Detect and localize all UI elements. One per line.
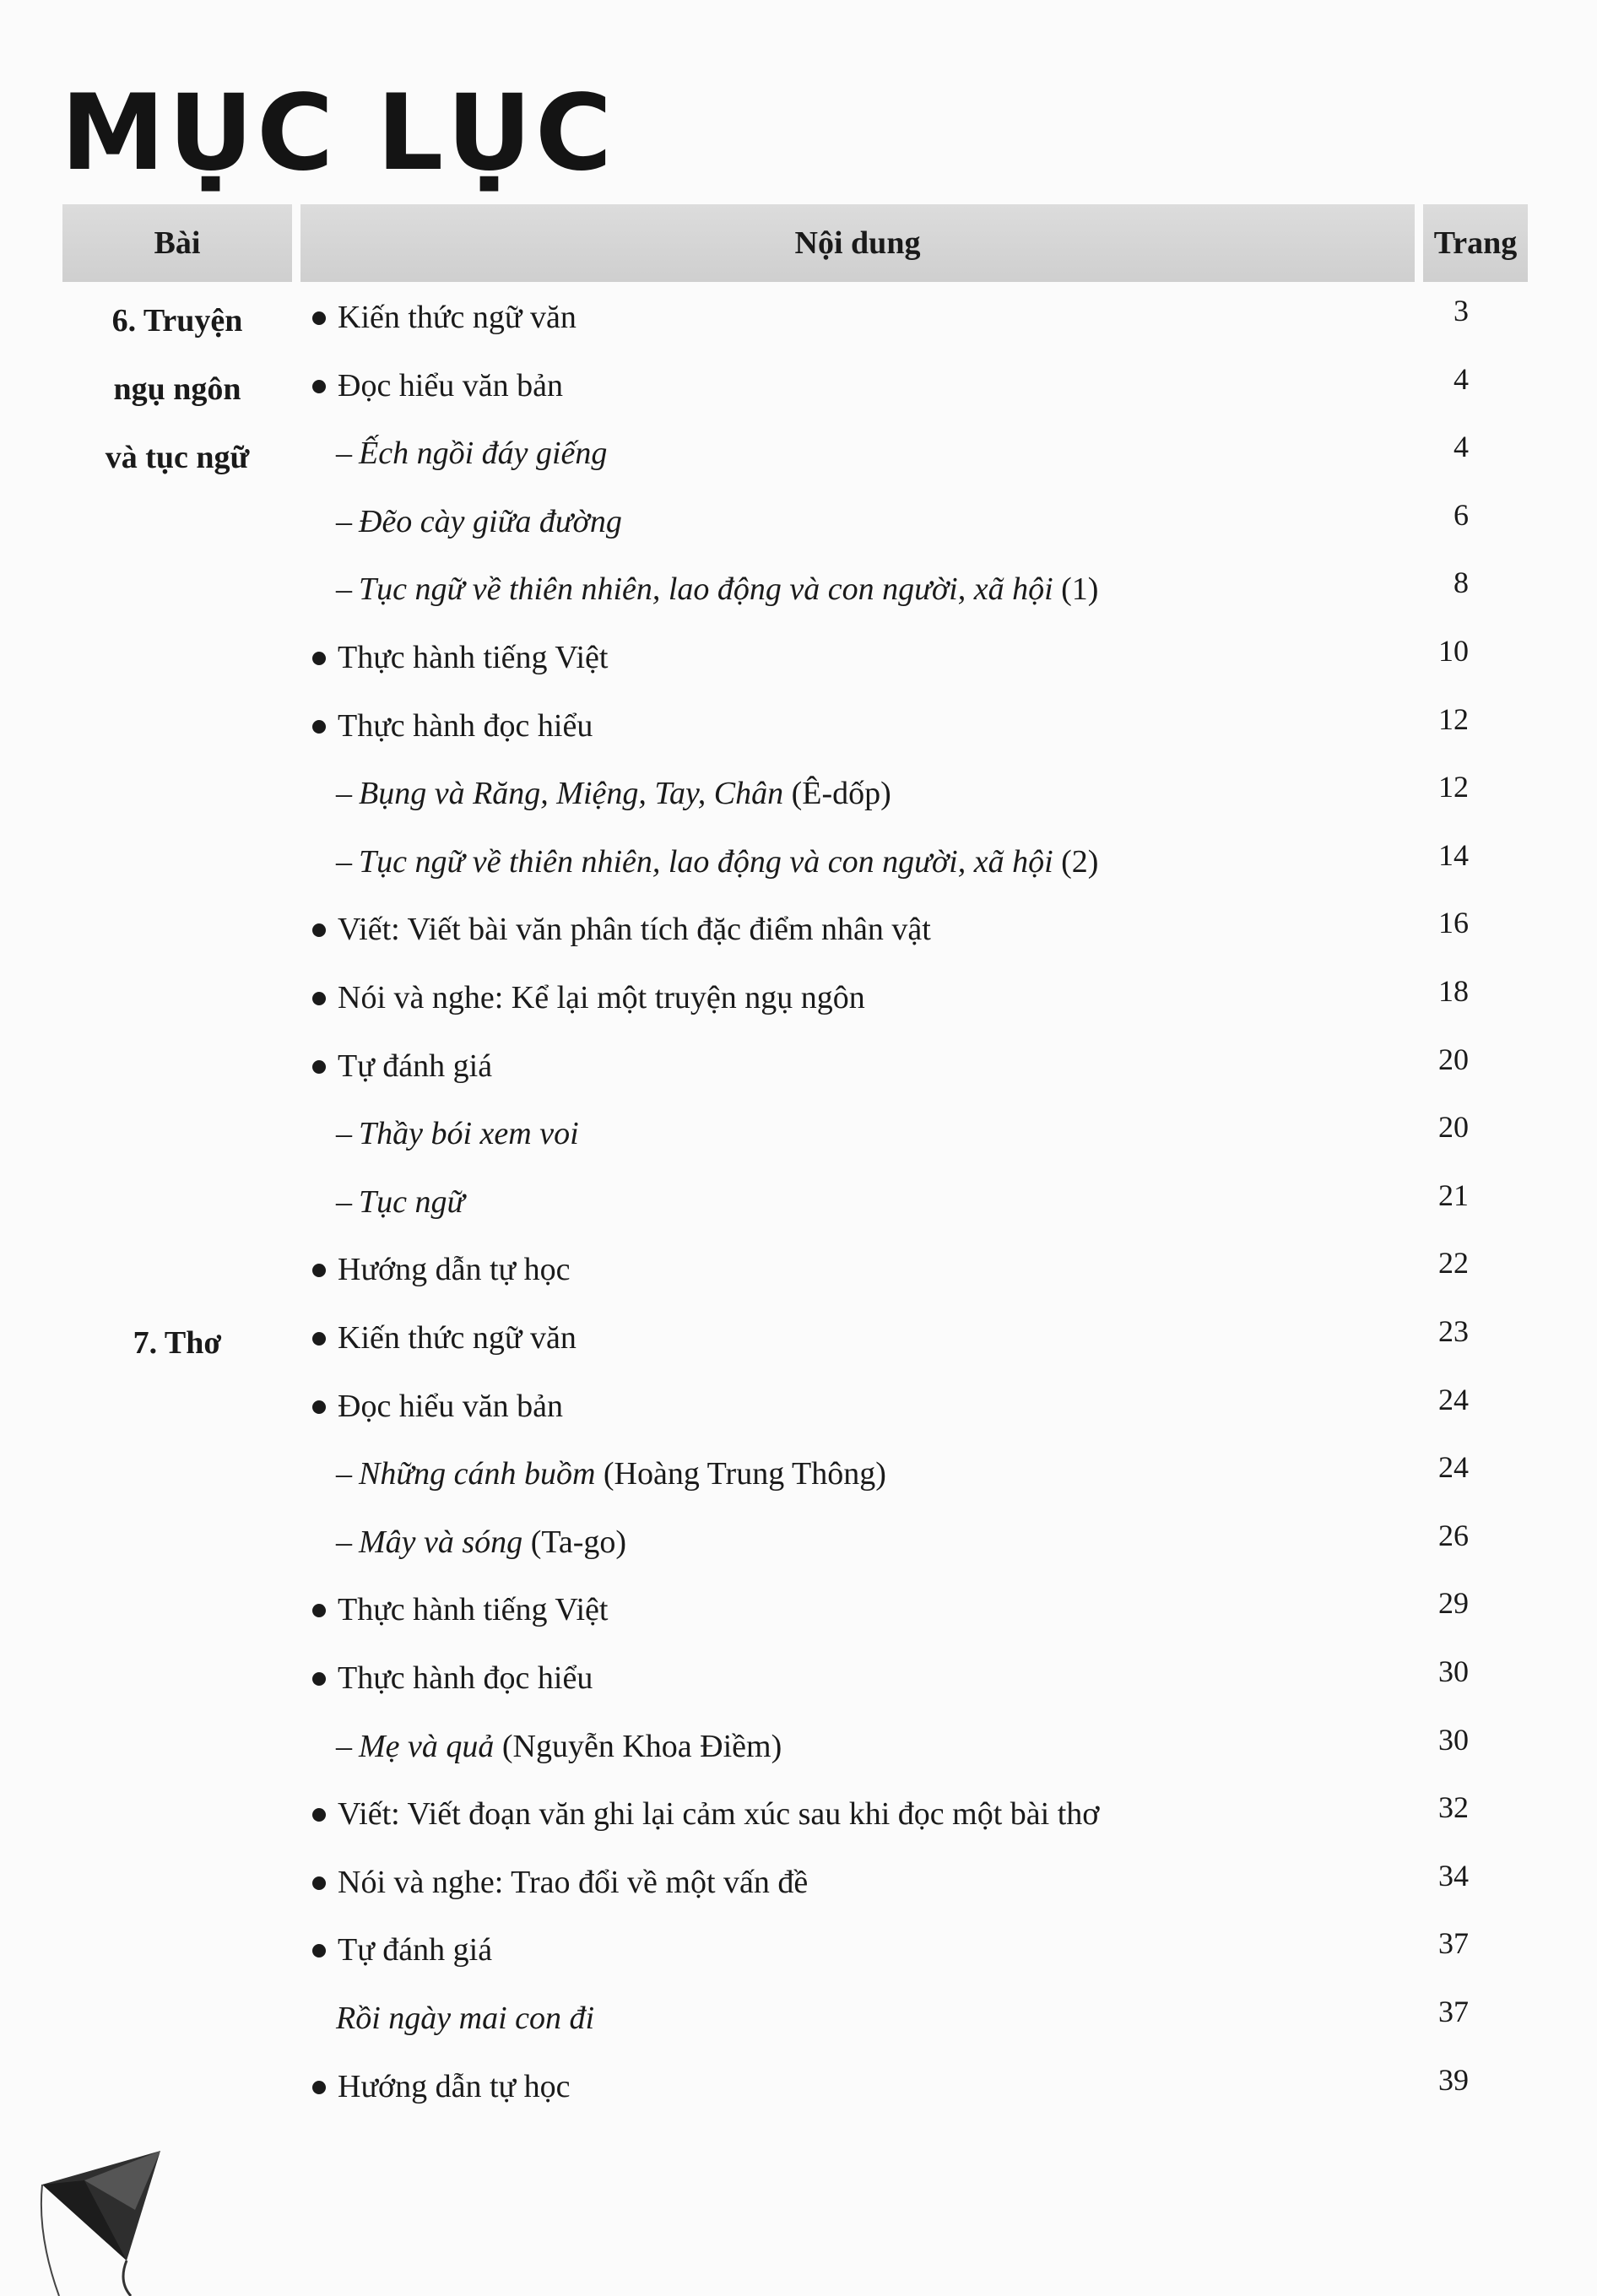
bullet-icon bbox=[312, 380, 326, 393]
bullet-icon bbox=[312, 1808, 326, 1822]
toc-entry-9 bbox=[336, 828, 1098, 896]
toc-entry-note: (Ta-go) bbox=[522, 1524, 627, 1560]
toc-entry-14 bbox=[336, 1168, 464, 1236]
page-number: 4 bbox=[1454, 430, 1469, 463]
page-number: 32 bbox=[1438, 1790, 1469, 1824]
bullet-icon bbox=[312, 311, 326, 325]
toc-entry-title: Tục ngữ bbox=[359, 1184, 465, 1220]
toc-entry-4 bbox=[336, 488, 622, 555]
page-number: 24 bbox=[1438, 1383, 1469, 1416]
toc-entry-text: Đọc hiểu văn bản bbox=[338, 1389, 563, 1424]
toc-entry-note: (2) bbox=[1053, 844, 1099, 880]
page-number: 30 bbox=[1438, 1654, 1469, 1688]
toc-entry-11 bbox=[312, 964, 865, 1032]
toc-entry-text: Nói và nghe: Trao đổi về một vấn đề bbox=[338, 1865, 809, 1900]
toc-entry-text: Đọc hiểu văn bản bbox=[338, 368, 563, 403]
dash-marker: – bbox=[336, 1729, 352, 1764]
kite-illustration-icon bbox=[34, 2134, 186, 2296]
toc-entry-text: Nói và nghe: Kể lại một truyện ngụ ngôn bbox=[338, 980, 865, 1015]
toc-entry-title: Thầy bói xem voi bbox=[359, 1116, 579, 1151]
lesson-6-label-line-3: và tục ngữ bbox=[105, 440, 250, 475]
toc-entry-3 bbox=[336, 420, 607, 487]
header-noi-dung: Nội dung bbox=[300, 204, 1415, 282]
toc-entry-text: Viết: Viết bài văn phân tích đặc điểm nhân vật bbox=[338, 912, 931, 947]
toc-entry-title: Rồi ngày mai con đi bbox=[336, 2001, 595, 2036]
dash-marker: – bbox=[336, 504, 352, 539]
page-number: 29 bbox=[1438, 1586, 1469, 1620]
page-number: 12 bbox=[1438, 702, 1469, 736]
bullet-icon bbox=[312, 720, 326, 734]
toc-entry-text: Thực hành tiếng Việt bbox=[338, 1592, 609, 1627]
dash-marker: – bbox=[336, 571, 352, 607]
toc-entry-note: (Nguyễn Khoa Điềm) bbox=[494, 1729, 782, 1764]
toc-entry-text: Thực hành đọc hiểu bbox=[338, 1660, 593, 1696]
toc-entry-19 bbox=[336, 1508, 626, 1576]
toc-entry-13 bbox=[336, 1100, 579, 1167]
page-number: 26 bbox=[1438, 1519, 1469, 1552]
bullet-icon bbox=[312, 1672, 326, 1686]
toc-entry-24 bbox=[312, 1849, 808, 1916]
page-number: 3 bbox=[1454, 294, 1469, 328]
toc-entry-15 bbox=[312, 1236, 571, 1303]
toc-entry-text: Viết: Viết đoạn văn ghi lại cảm xúc sau khi đọc một bài thơ bbox=[338, 1796, 1100, 1832]
page-number: 6 bbox=[1454, 498, 1469, 532]
lesson-6-label-line-2: ngụ ngôn bbox=[113, 371, 241, 407]
toc-entry-note: (Ê-dốp) bbox=[783, 776, 891, 811]
toc-entry-note: (1) bbox=[1053, 571, 1099, 607]
toc-entry-title: Ếch ngồi đáy giếng bbox=[359, 436, 608, 471]
page-number: 23 bbox=[1438, 1314, 1469, 1348]
toc-entry-21 bbox=[312, 1644, 593, 1712]
page-number: 34 bbox=[1438, 1859, 1469, 1893]
bullet-icon bbox=[312, 1060, 326, 1074]
toc-entry-22 bbox=[336, 1713, 782, 1780]
header-bai: Bài bbox=[62, 204, 292, 282]
toc-entry-text: Tự đánh giá bbox=[338, 1932, 493, 1968]
lesson-6-label-line-1: 6. Truyện bbox=[111, 303, 243, 338]
bullet-icon bbox=[312, 992, 326, 1005]
page-number: 10 bbox=[1438, 634, 1469, 668]
dash-marker: – bbox=[336, 436, 352, 471]
bullet-icon bbox=[312, 1400, 326, 1414]
page-number: 22 bbox=[1438, 1246, 1469, 1280]
page-number: 37 bbox=[1438, 1926, 1469, 1960]
toc-entry-note: (Hoàng Trung Thông) bbox=[595, 1456, 886, 1492]
page-number: 8 bbox=[1454, 566, 1469, 599]
page-number: 16 bbox=[1438, 906, 1469, 940]
toc-entry-18 bbox=[336, 1440, 886, 1508]
dash-marker: – bbox=[336, 1456, 352, 1492]
bullet-icon bbox=[312, 2081, 326, 2094]
page-number: 14 bbox=[1438, 838, 1469, 872]
toc-entry-text: Thực hành tiếng Việt bbox=[338, 640, 609, 675]
toc-entry-17 bbox=[312, 1373, 563, 1440]
toc-entry-title: Tục ngữ về thiên nhiên, lao động và con người, xã hội bbox=[359, 844, 1053, 880]
toc-entry-title: Những cánh buồm bbox=[359, 1456, 596, 1492]
bullet-icon bbox=[312, 1876, 326, 1890]
dash-marker: – bbox=[336, 1116, 352, 1151]
bullet-icon bbox=[312, 1264, 326, 1277]
toc-entry-16 bbox=[312, 1304, 577, 1372]
toc-entry-text: Hướng dẫn tự học bbox=[338, 2069, 571, 2104]
toc-entry-10 bbox=[312, 896, 931, 963]
toc-entry-text: Hướng dẫn tự học bbox=[338, 1252, 571, 1287]
header-trang: Trang bbox=[1423, 204, 1528, 282]
toc-entry-title: Mẹ và quả bbox=[359, 1729, 495, 1764]
bullet-icon bbox=[312, 1332, 326, 1346]
table-header bbox=[62, 204, 1528, 282]
page-number: 20 bbox=[1438, 1110, 1469, 1144]
dash-marker: – bbox=[336, 776, 352, 811]
dash-marker: – bbox=[336, 844, 352, 880]
lesson-7-label: 7. Thơ bbox=[133, 1325, 222, 1361]
page-title: MỤC LỤC bbox=[61, 73, 615, 194]
toc-entry-6 bbox=[312, 624, 608, 691]
toc-entry-title: Mây và sóng bbox=[359, 1524, 523, 1560]
bullet-icon bbox=[312, 1944, 326, 1958]
toc-entry-27 bbox=[312, 2053, 571, 2120]
toc-entry-text: Thực hành đọc hiểu bbox=[338, 708, 593, 744]
page-number: 4 bbox=[1454, 362, 1469, 396]
toc-entry-title: Bụng và Răng, Miệng, Tay, Chân bbox=[359, 776, 784, 811]
page-number: 18 bbox=[1438, 974, 1469, 1008]
toc-entry-1 bbox=[312, 284, 577, 351]
page-number: 24 bbox=[1438, 1450, 1469, 1484]
toc-entry-5 bbox=[336, 555, 1098, 623]
page-number: 12 bbox=[1438, 770, 1469, 804]
toc-entry-12 bbox=[312, 1032, 492, 1100]
toc-entry-2 bbox=[312, 352, 563, 420]
toc-entry-title: Đẽo cày giữa đường bbox=[359, 504, 622, 539]
bullet-icon bbox=[312, 652, 326, 665]
toc-entry-text: Tự đánh giá bbox=[338, 1048, 493, 1084]
page-number: 20 bbox=[1438, 1042, 1469, 1076]
page-number: 39 bbox=[1438, 2063, 1469, 2097]
page-number: 37 bbox=[1438, 1995, 1469, 2028]
bullet-icon bbox=[312, 923, 326, 937]
page-number: 21 bbox=[1438, 1178, 1469, 1212]
toc-entry-7 bbox=[312, 692, 593, 760]
bullet-icon bbox=[312, 1604, 326, 1617]
dash-marker: – bbox=[336, 1524, 352, 1560]
toc-entry-20 bbox=[312, 1576, 608, 1643]
page-number: 30 bbox=[1438, 1723, 1469, 1757]
toc-entry-text: Kiến thức ngữ văn bbox=[338, 300, 577, 335]
toc-entry-text: Kiến thức ngữ văn bbox=[338, 1320, 577, 1356]
toc-entry-25 bbox=[312, 1916, 492, 1984]
toc-entry-title: Tục ngữ về thiên nhiên, lao động và con người, xã hội bbox=[359, 571, 1053, 607]
toc-entry-23 bbox=[312, 1780, 1099, 1848]
toc-entry-26 bbox=[336, 1985, 594, 2052]
toc-entry-8 bbox=[336, 760, 891, 827]
dash-marker: – bbox=[336, 1184, 352, 1220]
